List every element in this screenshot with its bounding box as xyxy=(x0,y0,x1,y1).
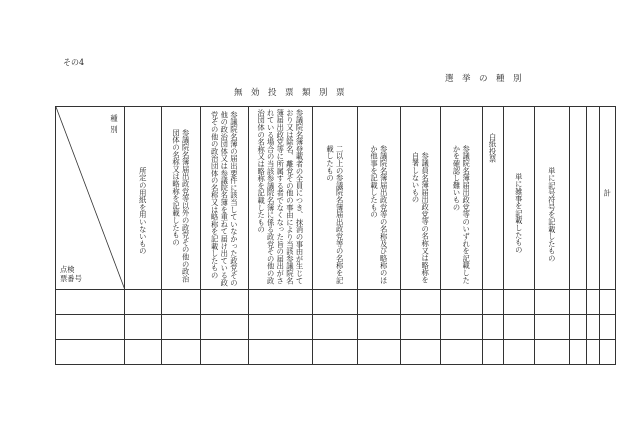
column-header: 単に記号符号を記載したもの xyxy=(535,107,570,290)
table-cell[interactable] xyxy=(358,315,401,340)
table-cell[interactable] xyxy=(162,290,201,315)
column-header: 参議院名簿届出政党等の名称及び略称のほか他事を記載したもの xyxy=(358,107,401,290)
table-cell[interactable] xyxy=(401,340,441,365)
table-cell[interactable] xyxy=(504,290,535,315)
corner-number-label: 点検 票番号 xyxy=(60,264,82,284)
table-cell[interactable] xyxy=(600,340,616,365)
table-cell[interactable] xyxy=(483,340,504,365)
table-cell[interactable] xyxy=(401,315,441,340)
table-cell[interactable] xyxy=(570,340,587,365)
election-type-label: 選 挙 の 種 別 xyxy=(445,74,522,84)
table-cell[interactable] xyxy=(535,315,570,340)
corner-cell xyxy=(56,107,125,290)
table-cell[interactable] xyxy=(441,290,483,315)
total-column-header: 計 xyxy=(600,107,616,290)
table-cell[interactable] xyxy=(600,315,616,340)
table-cell[interactable] xyxy=(441,340,483,365)
table-cell[interactable] xyxy=(535,290,570,315)
column-header xyxy=(587,107,600,290)
column-header: 参議院名簿の届出要件に該当していなかった政党その他の政治団体又は参議院名簿を重ねて届け出ている政党その他の政治団体の名称又は略称を記載したもの xyxy=(201,107,249,290)
table-cell[interactable] xyxy=(358,290,401,315)
table-cell[interactable] xyxy=(401,290,441,315)
table-cell[interactable] xyxy=(56,315,125,340)
table-row xyxy=(56,340,616,365)
table-row xyxy=(56,315,616,340)
column-header: 二以上の参議院名簿届出政党等の名称を記載したもの xyxy=(313,107,358,290)
table-cell[interactable] xyxy=(570,290,587,315)
column-header: 参議員名簿届出政党等の名称又は略称を自署しないもの xyxy=(401,107,441,290)
column-header: 所定の用紙を用いないもの xyxy=(125,107,162,290)
table-cell[interactable] xyxy=(56,340,125,365)
table-cell[interactable] xyxy=(587,315,600,340)
table-cell[interactable] xyxy=(162,315,201,340)
column-header: 参議院名簿届出政党等以外の政党その他の政治団体の名称又は略称を記載したもの xyxy=(162,107,201,290)
table-cell[interactable] xyxy=(56,290,125,315)
table-cell[interactable] xyxy=(162,340,201,365)
column-header: 参議院名簿登載者の全員につき、抹消の事由が生じており又は除名、離党その他の事由により当該参議院名簿届出政党等に所属する者でなくなった旨の届出がされている場合の当該参議院名簿に係る政党その他の政治団体の名称又は略称を記載したもの xyxy=(249,107,313,290)
table-cell[interactable] xyxy=(570,315,587,340)
table-cell[interactable] xyxy=(125,340,162,365)
table-cell[interactable] xyxy=(483,290,504,315)
column-header: 白紙投票 xyxy=(483,107,504,290)
table-cell[interactable] xyxy=(504,340,535,365)
invalid-vote-table xyxy=(55,106,616,365)
table-cell[interactable] xyxy=(313,290,358,315)
column-header xyxy=(570,107,587,290)
table-cell[interactable] xyxy=(504,315,535,340)
table-cell[interactable] xyxy=(535,340,570,365)
table-cell[interactable] xyxy=(249,340,313,365)
table-cell[interactable] xyxy=(358,340,401,365)
table-cell[interactable] xyxy=(201,290,249,315)
column-header: 単に雑事を記載したもの xyxy=(504,107,535,290)
table-cell[interactable] xyxy=(249,290,313,315)
table-cell[interactable] xyxy=(125,290,162,315)
table-cell[interactable] xyxy=(600,290,616,315)
table-cell[interactable] xyxy=(201,340,249,365)
table-cell[interactable] xyxy=(587,290,600,315)
table-cell[interactable] xyxy=(125,315,162,340)
table-cell[interactable] xyxy=(441,315,483,340)
table-cell[interactable] xyxy=(313,340,358,365)
table-cell[interactable] xyxy=(249,315,313,340)
corner-type-label: 種別 xyxy=(110,114,118,134)
header-row xyxy=(56,107,616,290)
table-title: 無 効 投 票 類 別 票 xyxy=(234,88,345,98)
table-cell[interactable] xyxy=(313,315,358,340)
sheet-label: その4 xyxy=(63,58,85,67)
column-header: 参議院名簿届出政党等のいずれを記載したかを確認し難いもの xyxy=(441,107,483,290)
table-cell[interactable] xyxy=(201,315,249,340)
table-cell[interactable] xyxy=(587,340,600,365)
table-row xyxy=(56,290,616,315)
table-cell[interactable] xyxy=(483,315,504,340)
